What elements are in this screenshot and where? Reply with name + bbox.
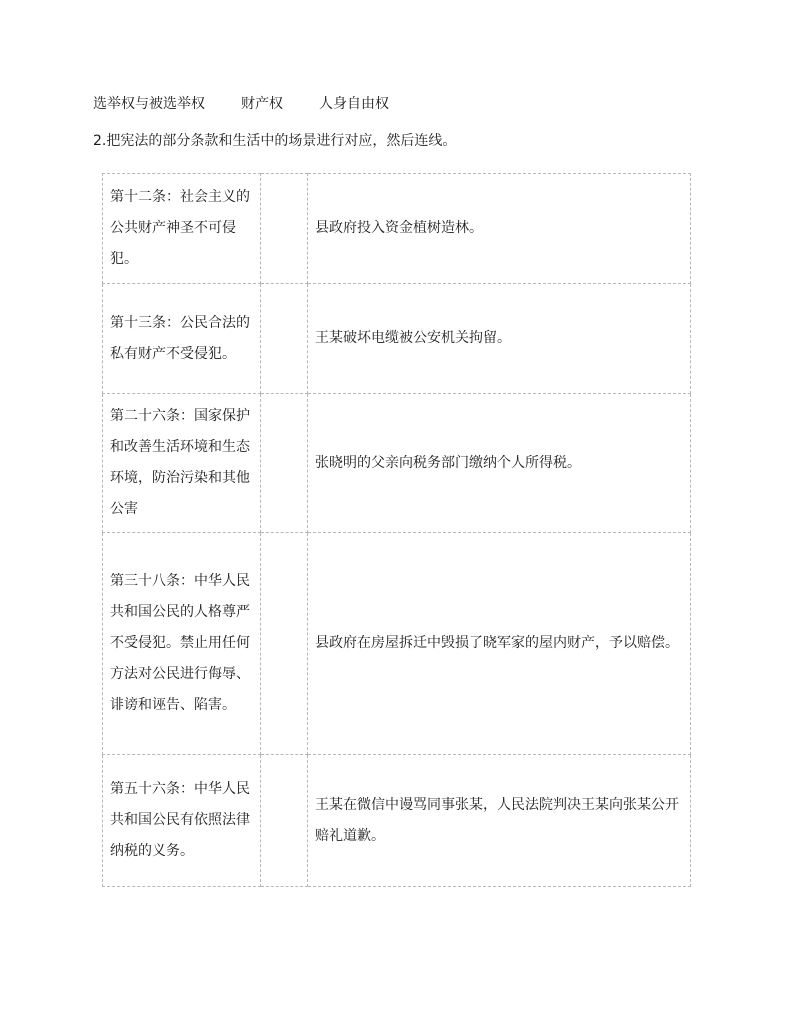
article-cell [103, 284, 261, 394]
connector-cell [261, 394, 308, 533]
matching-table [102, 173, 691, 887]
connector-cell [261, 755, 308, 887]
scene-cell: 王某破坏电缆被公安机关拘留。 [308, 284, 691, 394]
connector-cell [261, 533, 308, 755]
article-cell [103, 394, 261, 533]
table-row [103, 533, 691, 755]
connector-cell [261, 284, 308, 394]
article-cell [103, 533, 261, 755]
scene-cell: 张晓明的父亲向税务部门缴纳个人所得税。 [308, 394, 691, 533]
table-row [103, 174, 691, 284]
scene-cell: 王某在微信中谩骂同事张某，人民法院判决王某向张某公开赔礼道歉。 [308, 755, 691, 887]
table-row [103, 284, 691, 394]
article-text: 第二十六条：国家保护和改善生活环境和生态环境，防治污染和其他公害 [110, 408, 250, 517]
table-row [103, 755, 691, 887]
article-text: 第五十六条：中华人民共和国公民有依照法律纳税的义务。 [110, 781, 250, 859]
scene-cell: 县政府投入资金植树造林。 [308, 174, 691, 284]
rights-list [93, 94, 389, 114]
article-text: 第三十八条：中华人民共和国公民的人格尊严不受侵犯。禁止用任何方法对公民进行侮辱、诽谤和诬告、陷害。 [110, 573, 250, 713]
article-cell [103, 174, 261, 284]
article-text: 第十三条：公民合法的私有财产不受侵犯。 [110, 314, 250, 362]
rights-item-election: 选举权与被选举权 [93, 96, 205, 112]
rights-item-property: 财产权 [241, 96, 283, 112]
connector-cell [261, 174, 308, 284]
question-text: 2.把宪法的部分条款和生活中的场景进行对应，然后连线。 [93, 133, 457, 149]
table-row [103, 394, 691, 533]
scene-cell: 县政府在房屋拆迁中毁损了晓军家的屋内财产，予以赔偿。 [308, 533, 691, 755]
article-text: 第十二条：社会主义的公共财产神圣不可侵犯。 [110, 189, 250, 267]
rights-item-personal-freedom: 人身自由权 [319, 96, 389, 112]
article-cell [103, 755, 261, 887]
